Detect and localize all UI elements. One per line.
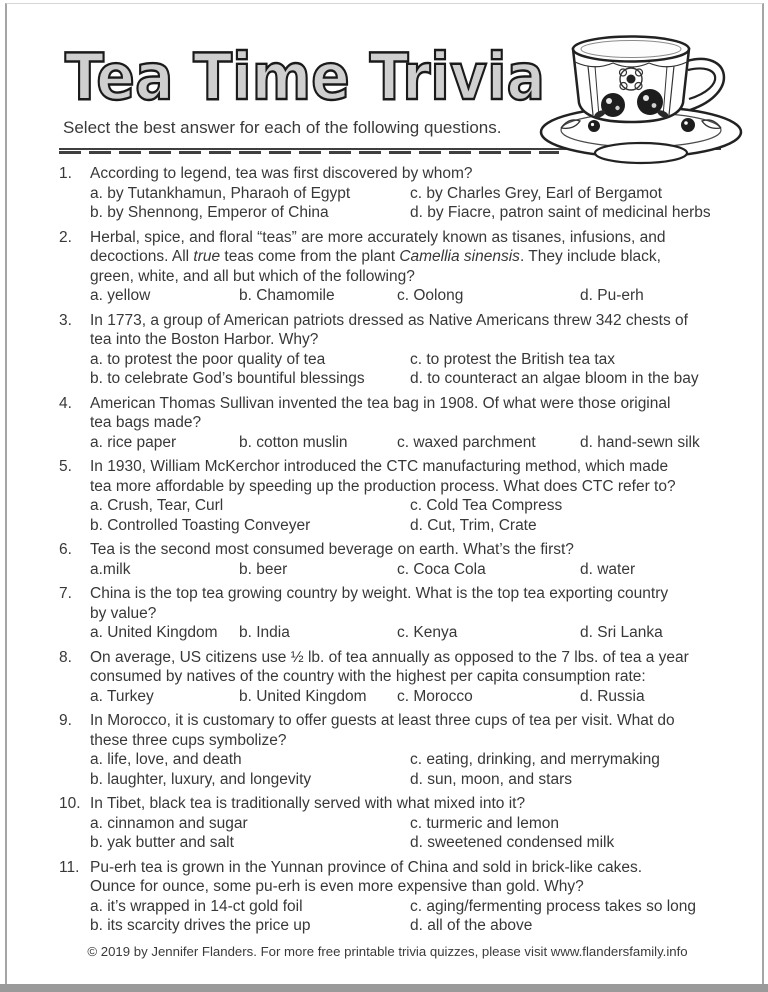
question-line: . They include black, <box>519 248 661 265</box>
question-text <box>90 457 716 496</box>
answer-options <box>90 814 716 853</box>
question-11 <box>59 858 716 936</box>
answer-options <box>90 286 716 306</box>
question-line: tea into the Boston Harbor. Why? <box>90 331 319 348</box>
option-a: a. to protest the poor quality of tea <box>90 350 326 368</box>
question-number: 6. <box>59 541 72 558</box>
question-line: Herbal, spice, and floral “teas” are more accurately known as tisanes, infusions, and <box>90 228 666 246</box>
divider-dashed-line <box>59 151 559 154</box>
question-line: China is the top tea growing country by weight. What is the top tea exporting country <box>90 585 669 602</box>
answer-options <box>90 433 716 453</box>
question-number: 1. <box>59 165 72 182</box>
bottom-edge-bar <box>0 984 768 992</box>
option-d: d. hand-sewn silk <box>580 433 700 451</box>
option-a: a.milk <box>90 560 131 578</box>
page-title-text: Tea Time Trivia <box>65 41 545 113</box>
question-number: 9. <box>59 712 72 729</box>
question-line: American Thomas Sullivan invented the tea bag in 1908. Of what were those original <box>90 394 671 412</box>
option-b: b. laughter, luxury, and longevity <box>90 770 312 788</box>
question-line: by value? <box>90 604 157 622</box>
question-number: 3. <box>59 311 72 329</box>
question-text <box>90 794 716 814</box>
teacup-icon <box>536 29 756 169</box>
option-c: c. to protest the British tea tax <box>410 350 616 368</box>
option-d: d. to counteract an algae bloom in the bay <box>410 370 699 387</box>
question-line: these three cups symbolize? <box>90 731 287 749</box>
option-b: b. cotton muslin <box>239 433 348 451</box>
question-line: According to legend, tea was first discovered by whom? <box>90 165 473 182</box>
question-text <box>90 228 716 287</box>
question-number: 4. <box>59 394 72 412</box>
answer-options <box>90 750 716 789</box>
option-b: b. by Shennong, Emperor of China <box>90 204 329 221</box>
question-number: 5. <box>59 458 72 475</box>
question-line: consumed by natives of the country with the highest per capita consumption rate: <box>90 668 646 685</box>
question-text <box>90 584 716 623</box>
option-a: a. it’s wrapped in 14-ct gold foil <box>90 897 303 915</box>
option-c: c. turmeric and lemon <box>410 814 560 832</box>
option-d: d. water <box>580 560 636 578</box>
worksheet-page <box>7 3 762 984</box>
option-a: a. life, love, and death <box>90 751 242 768</box>
question-8 <box>59 648 716 707</box>
option-c: c. Cold Tea Compress <box>410 497 563 514</box>
copyright-footer: © 2019 by Jennifer Flanders. For more free printable trivia quizzes, please visit www.flandersfamily.info <box>87 943 688 959</box>
italic-term: true <box>193 248 221 265</box>
option-c: c. eating, drinking, and merrymaking <box>410 751 660 768</box>
option-b: b. yak butter and salt <box>90 834 234 851</box>
question-5 <box>59 457 716 535</box>
question-text <box>90 711 716 750</box>
question-3 <box>59 311 716 389</box>
question-list <box>59 164 716 936</box>
option-a: a. rice paper <box>90 433 177 451</box>
question-10 <box>59 794 716 853</box>
answer-options <box>90 184 716 223</box>
answer-options <box>90 687 716 707</box>
italic-term: Camellia sinensis <box>399 248 520 265</box>
question-text <box>90 858 716 897</box>
option-c: c. waxed parchment <box>397 433 536 451</box>
option-b: b. its scarcity drives the price up <box>90 917 311 934</box>
question-line: tea bags made? <box>90 414 202 431</box>
page-title <box>63 37 563 113</box>
question-line: In 1930, William McKerchor introduced the CTC manufacturing method, which made <box>90 458 669 475</box>
question-line: In Tibet, black tea is traditionally served with what mixed into it? <box>90 795 526 812</box>
option-d: d. sweetened condensed milk <box>410 834 615 851</box>
option-a: a. Turkey <box>90 687 154 705</box>
option-d: d. Sri Lanka <box>580 624 663 641</box>
question-line: green, white, and all but which of the following? <box>90 267 415 285</box>
question-line: Tea is the second most consumed beverage on earth. What’s the first? <box>90 541 574 558</box>
question-line: In 1773, a group of American patriots dressed as Native Americans threw 342 chests of <box>90 311 688 329</box>
option-d: d. Russia <box>580 687 645 705</box>
option-c: c. Morocco <box>397 687 473 705</box>
question-text <box>90 311 716 350</box>
question-6 <box>59 540 716 579</box>
question-number: 11. <box>59 858 80 876</box>
option-c: c. Coca Cola <box>397 560 486 578</box>
option-c: c. aging/fermenting process takes so long <box>410 897 697 915</box>
question-number: 8. <box>59 648 72 666</box>
question-line: decoctions. All <box>90 248 194 265</box>
question-7 <box>59 584 716 643</box>
option-a: a. cinnamon and sugar <box>90 814 248 832</box>
option-d: d. by Fiacre, patron saint of medicinal herbs <box>410 204 711 221</box>
option-b: b. Controlled Toasting Conveyer <box>90 516 311 534</box>
instructions-text: Select the best answer for each of the following questions. <box>63 118 502 137</box>
option-b: b. beer <box>239 560 288 578</box>
question-1 <box>59 164 716 223</box>
question-number: 10. <box>59 795 81 812</box>
option-d: d. Pu-erh <box>580 287 644 304</box>
option-d: d. sun, moon, and stars <box>410 770 572 788</box>
option-d: d. all of the above <box>410 917 533 934</box>
answer-options <box>90 897 716 936</box>
question-9 <box>59 711 716 789</box>
option-a: a. yellow <box>90 287 151 304</box>
option-c: c. Oolong <box>397 287 464 304</box>
option-b: b. India <box>239 624 290 641</box>
answer-options <box>90 623 716 643</box>
question-number: 7. <box>59 585 72 602</box>
answer-options <box>90 350 716 389</box>
option-b: b. United Kingdom <box>239 687 367 705</box>
option-c: c. by Charles Grey, Earl of Bergamot <box>410 184 663 202</box>
question-line: On average, US citizens use ½ lb. of tea annually as opposed to the 7 lbs. of tea a year <box>90 648 689 666</box>
option-a: a. Crush, Tear, Curl <box>90 497 224 514</box>
question-line: In Morocco, it is customary to offer guests at least three cups of tea per visit. What do <box>90 712 675 729</box>
question-line: tea more affordable by speeding up the production process. What does CTC refer to? <box>90 477 676 495</box>
question-line: Ounce for ounce, some pu-erh is even more expensive than gold. Why? <box>90 878 584 895</box>
question-2 <box>59 228 716 306</box>
question-line: teas come from the plant <box>220 248 400 265</box>
question-line: Pu-erh tea is grown in the Yunnan province of China and sold in brick-like cakes. <box>90 858 642 876</box>
answer-options <box>90 496 716 535</box>
answer-options <box>90 560 716 580</box>
question-text <box>90 394 716 433</box>
question-text <box>90 648 716 687</box>
option-a: a. United Kingdom <box>90 624 218 641</box>
option-a: a. by Tutankhamun, Pharaoh of Egypt <box>90 184 351 202</box>
option-c: c. Kenya <box>397 624 458 641</box>
question-4 <box>59 394 716 453</box>
question-number: 2. <box>59 228 72 246</box>
question-text <box>90 540 716 560</box>
option-b: b. to celebrate God’s bountiful blessings <box>90 370 365 387</box>
option-b: b. Chamomile <box>239 287 335 304</box>
option-d: d. Cut, Trim, Crate <box>410 516 537 534</box>
